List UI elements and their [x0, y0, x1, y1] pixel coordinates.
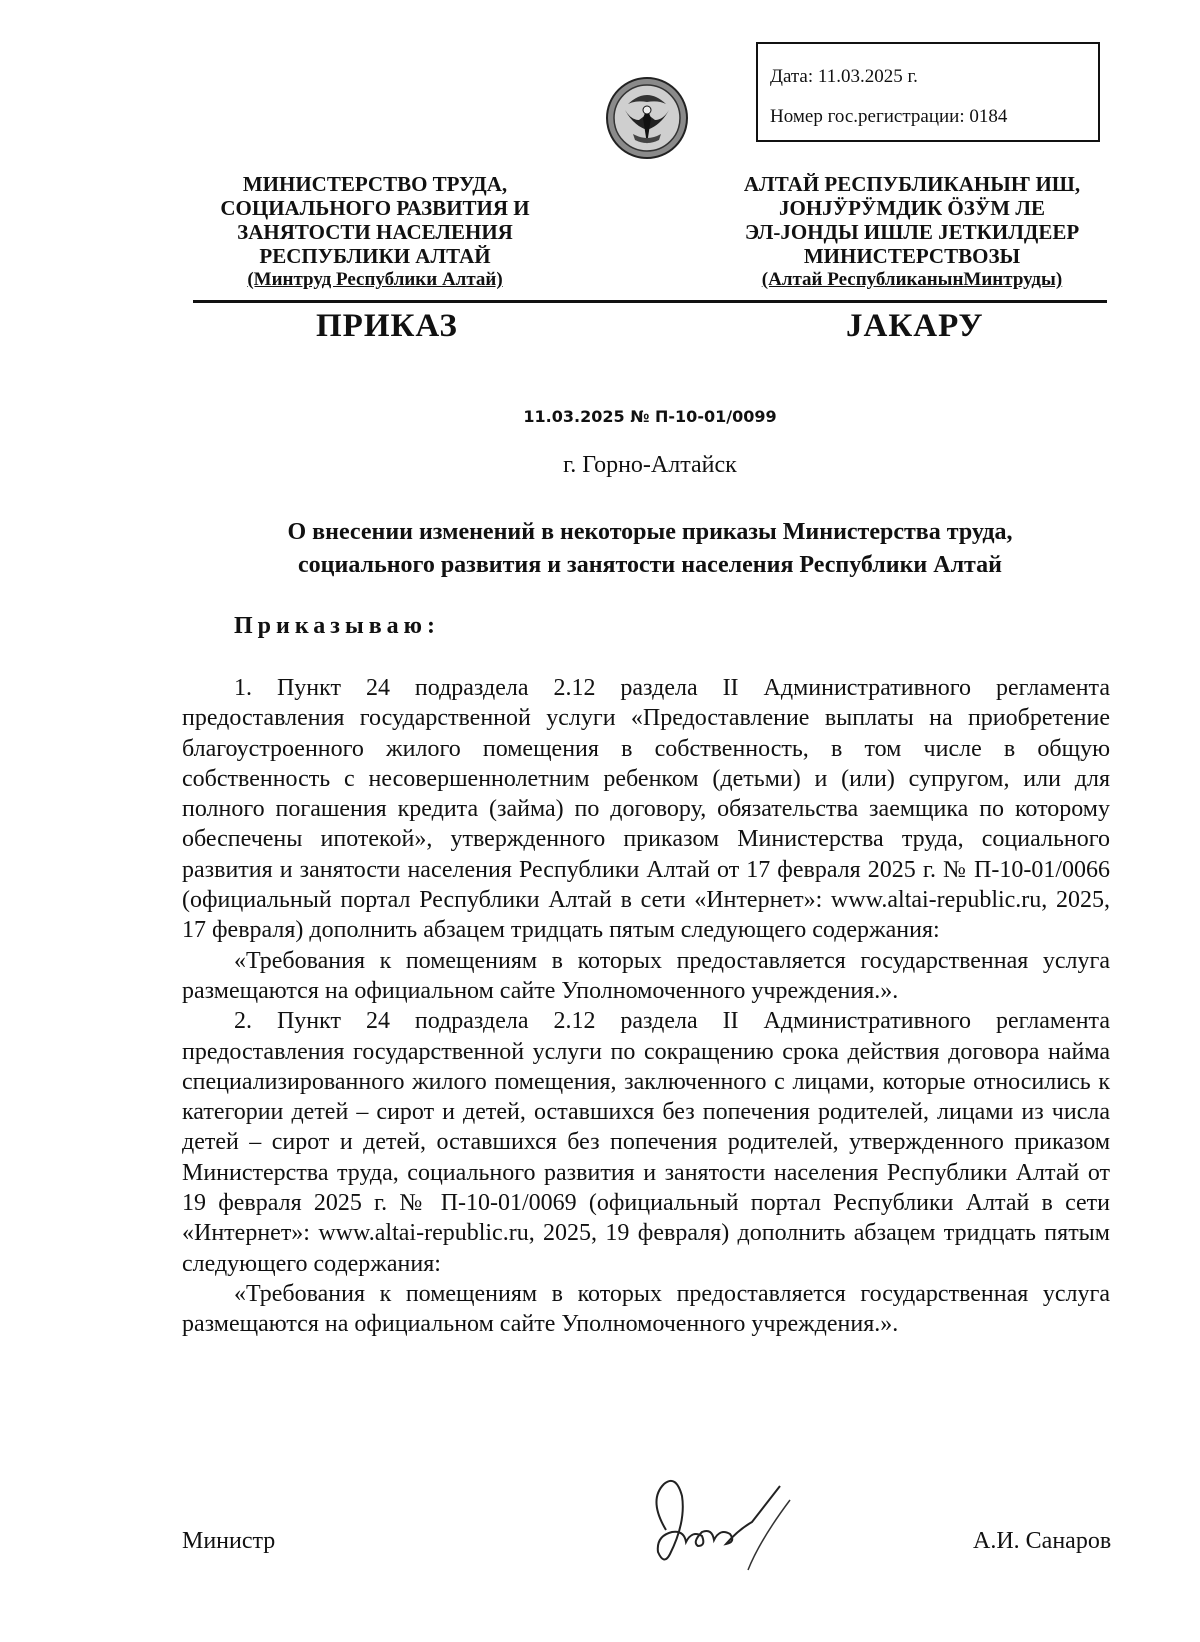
order-verb: Приказываю: [234, 613, 440, 639]
document-number: 11.03.2025 № П-10-01/0099 [523, 407, 777, 426]
ministry-short-name: (Алтай РеспубликанынМинтруды) [761, 269, 1063, 290]
paragraph: 1. Пункт 24 подраздела 2.12 раздела II Административного регламента предоставления государственной услуги «Предоставление выплаты на приобретение благоустроенного жилого помещения в собственность, в том числе в общую собственность с несовершеннолетним ребенком (детьми) и (или) супругом, или для полного погашения кредита (займа) по договору, обязательства заемщика по которому обеспечены ипотекой», утвержденного приказом Министерства труда, социального развития и занятости населения Республики Алтай от 17 февраля 2025 г. № П-10-01/0066 (официальный портал Республики Алтай в сети «Интернет»: www.altai-republic.ru, 2025, 17 февраля) дополнить абзацем тридцать пятым следующего содержания: [182, 675, 1110, 944]
paragraph: 2. Пункт 24 подраздела 2.12 раздела II Административного регламента предоставления государственной услуги по сокращению срока действия договора найма специализированного жилого помещения, заключенного с лицами, которые относились к категории детей – сирот и детей, оставшихся без попечения родителей, лицами из числа детей – сирот и детей, оставшихся без попечения родителей, утвержденного приказом Министерства труда, социального развития и занятости населения Республики Алтай от 19 февраля 2025 г. № П-10-01/0069 (официальный портал Республики Алтай в сети «Интернет»: www.altai-republic.ru, 2025, 19 февраля) дополнить абзацем тридцать пятым следующего содержания: [182, 1008, 1110, 1277]
ministry-line: МИНИСТЕРСТВО ТРУДА, [242, 172, 508, 196]
ministry-name-altai [712, 172, 1112, 292]
altai-republic-emblem-icon [603, 70, 691, 166]
ministry-line: ЭЛ-ЈОНДЫ ИШЛЕ ЈЕТКИЛДЕЕР [744, 220, 1080, 244]
header-divider [193, 300, 1107, 303]
ministry-line: РЕСПУБЛИКИ АЛТАЙ [259, 244, 491, 268]
handwritten-signature [640, 1470, 820, 1588]
title-line: социального развития и занятости населения Республики Алтай [298, 552, 1002, 578]
ministry-line: ЗАНЯТОСТИ НАСЕЛЕНИЯ [237, 220, 513, 244]
document-type-altai: ЈАКАРУ [846, 308, 984, 344]
signatory-name: А.И. Санаров [973, 1528, 1112, 1554]
title-line: О внесении изменений в некоторые приказы Министерства труда, [287, 519, 1013, 545]
document-type-russian: ПРИКАЗ [316, 308, 458, 344]
ministry-short-name: (Минтруд Республики Алтай) [247, 269, 503, 290]
registration-date [770, 66, 918, 88]
document-city: г. Горно-Алтайск [563, 452, 737, 478]
registration-date-value: 11.03.2025 г. [817, 66, 918, 87]
registration-number [770, 106, 1007, 128]
registration-date-label: Дата: [770, 66, 814, 87]
ministry-line: ЈОНЈӰРӰМДИК ӦЗӰМ ЛЕ [779, 196, 1045, 220]
signatory-role: Министр [182, 1528, 276, 1554]
paragraph: «Требования к помещениям в которых предоставляется государственная услуга размещаются на официальном сайте Уполномоченного учреждения.». [182, 947, 1110, 1004]
registration-number-label: Номер гос.регистрации: [770, 106, 965, 127]
registration-stamp [756, 42, 1100, 142]
document-title [190, 516, 1110, 582]
document-body [182, 673, 1110, 1340]
ministry-line: МИНИСТЕРСТВОЗЫ [803, 244, 1021, 268]
ministry-name-russian [195, 172, 555, 292]
ministry-line: АЛТАЙ РЕСПУБЛИКАНЫҤ ИШ, [743, 172, 1081, 196]
ministry-line: СОЦИАЛЬНОГО РАЗВИТИЯ И [220, 196, 530, 220]
paragraph: «Требования к помещениям в которых предоставляется государственная услуга размещаются на официальном сайте Уполномоченного учреждения.». [182, 1280, 1110, 1338]
registration-number-value: 0184 [969, 106, 1008, 127]
